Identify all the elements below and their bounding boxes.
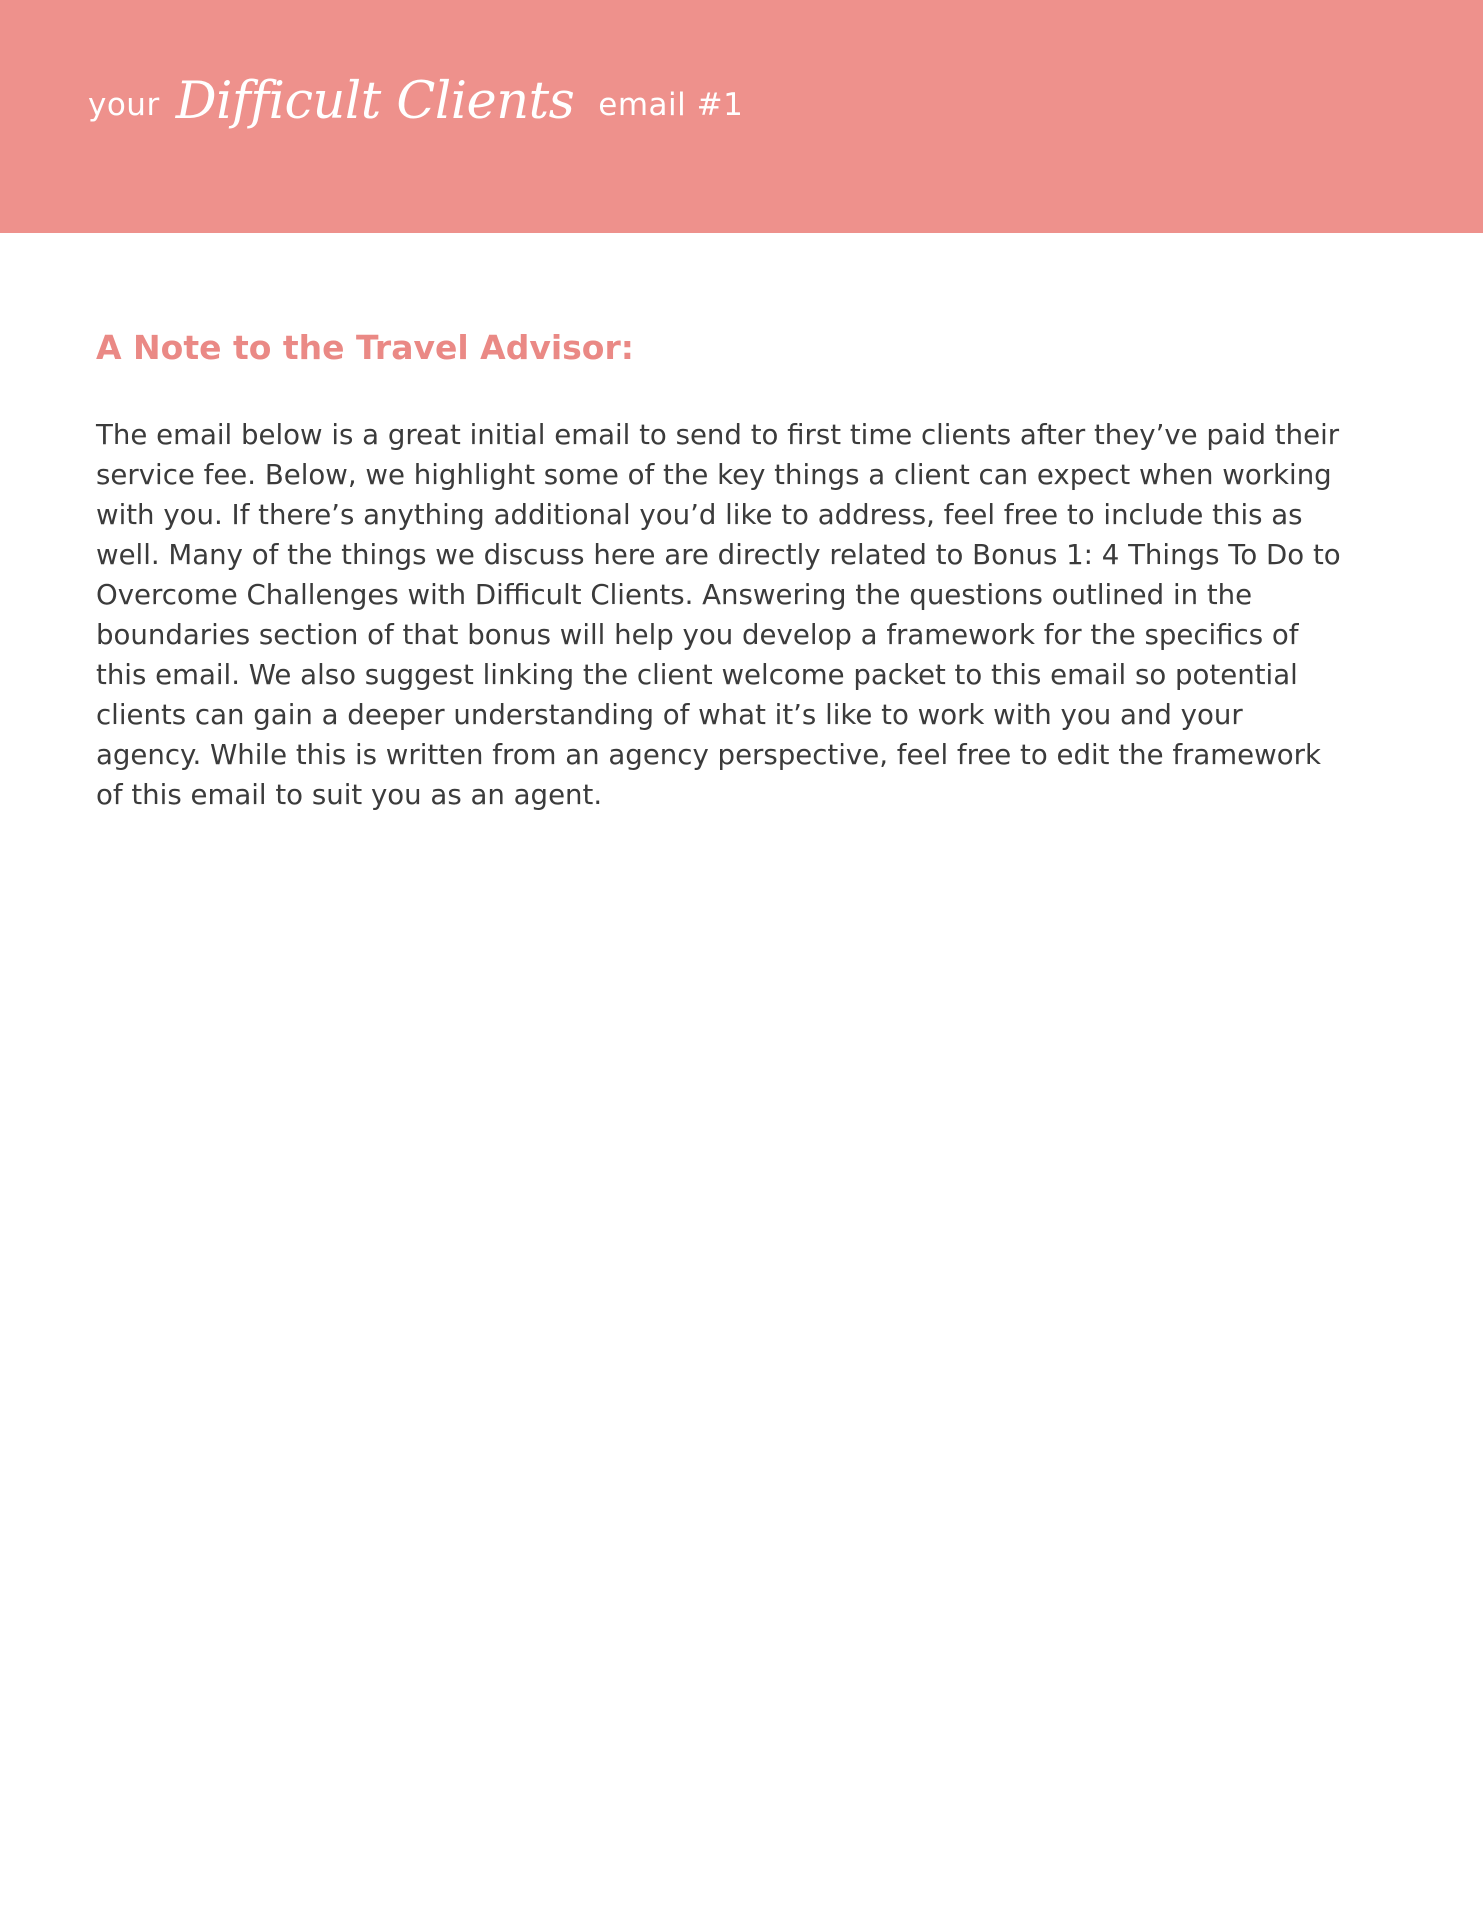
header-title-line	[88, 66, 743, 136]
note-body-line: The email below is a great initial email to send to first time clients after they’ve paid their	[96, 418, 1340, 451]
note-body-line: with you. If there’s anything additional you’d like to address, feel free to include this as	[96, 498, 1303, 531]
note-body-line: boundaries section of that bonus will help you develop a framework for the specifics of	[96, 618, 1299, 651]
note-body-line: of this email to suit you as an agent.	[96, 778, 603, 811]
note-body-line: agency. While this is written from an agency perspective, feel free to edit the framework	[96, 738, 1321, 771]
header-band	[0, 0, 1483, 233]
note-heading: A Note to the Travel Advisor:	[96, 328, 634, 367]
header-suffix: email #1	[598, 87, 744, 123]
header-title: Difficult Clients	[175, 71, 575, 131]
note-body-line: clients can gain a deeper understanding of what it’s like to work with you and your	[96, 698, 1243, 731]
note-body-line: well. Many of the things we discuss here are directly related to Bonus 1: 4 Things To Do to	[96, 538, 1341, 571]
note-body-line: this email. We also suggest linking the client welcome packet to this email so potential	[96, 658, 1298, 691]
note-body	[96, 415, 1396, 815]
header-prefix: your	[88, 87, 160, 123]
note-body-line: Overcome Challenges with Difficult Clients. Answering the questions outlined in the	[96, 578, 1253, 611]
note-body-line: service fee. Below, we highlight some of the key things a client can expect when working	[96, 458, 1332, 491]
